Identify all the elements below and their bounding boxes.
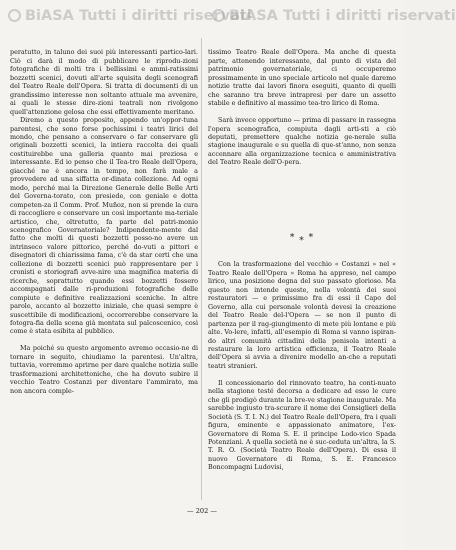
- page-number: — 202 —: [187, 507, 217, 515]
- right-column-bottom: [208, 252, 396, 480]
- watermark-right: [212, 4, 456, 28]
- paragraph: Sarà invece opportuno — prima di passare in rassegna l'opera scenografica, compiuta dagli arti-sti a ciò deputati, premettere qualche notizia ge-nerale sulla stagione inaugurale e su quella di que-st'anno, non senza accennare alla organizzazione tecnica e amministrativa del Teatro Reale dell'O-pera.: [208, 116, 396, 167]
- left-column: [10, 40, 198, 403]
- watermark-left-text: BiASA Tutti i diritti riservati: [25, 8, 252, 24]
- biasa-logo-icon: [8, 9, 21, 22]
- watermark-banner: [8, 4, 456, 28]
- paragraph: Il concessionario del rinnovato teatro, ha conti-nuato nella stagione testé decorsa a dedicare ad esso le cure che gli prodigò durante la bre-ve stagione inaugurale. Ma sarebbe ingiusto tra-scurare il nome dei Consiglieri della Società (S. T. I. N.) del Teatro Reale dell'Opera, fra i quali figura, eminente e appassionato animatore, l'ex-Governatore di Roma S. E. il principe Lodo-vico Spada Potenziani. A quella società ne è suc-ceduta un'altra, la S. T. R. O. (Società Teatro Reale dell'Opera). Di essa il nuovo Governatore di Roma, S. E. Francesco Boncompagni Ludovisi,: [208, 378, 396, 472]
- paragraph: peratutto, in taluno dei suoi più interessanti partico-lari. Ciò ci darà il modo di pubblicare le riprodu-zioni fotografiche di molti tra i bellissimi e ammi-ratissimi bozzetti scenici, dovuti all'arte squisita degli scenografi del Teatro Reale dell'Opera. Si tratta di documenti di un grandissimo interesse non soltanto attuale ma avvenire, ai quali le stesse dire-zioni teatrali non rivolgono quell'attenzione gelosa che essi effettivamente meritano.: [10, 48, 198, 116]
- section-asterism: * ⁎ *: [289, 233, 315, 243]
- watermark-right-text: BiASA Tutti i diritti riservati: [229, 8, 456, 24]
- biasa-logo-icon: [212, 9, 225, 22]
- paragraph: Con la trasformazione del vecchio « Costanzi » nel « Teatro Reale dell'Opera » Roma ha appreso, nel campo lirico, una posizione degna del suo passato glorioso. Ma questo non intende queste, nella volontà dei suoi restauratori — e primissimo fra di essi il Capo del Governo, alla cui personale volontà devesi la creazione del Teatro Reale del-l'Opera — se non il punto di partenza per il rag-giungimento di mete più lontane e più alte. Vo-lere, infatti, all'esempio di Roma si vanno ispiran-do altri comunità cittadini della penisola intenti a restaurare la loro artistica efficienza, il Teatro Reale dell'Opera si avvia a divenire modello an-che a reputati teatri stranieri.: [208, 260, 396, 370]
- column-divider: [201, 38, 202, 500]
- paragraph: Diremo a questo proposito, appendo un'oppor-tuna parentesi, che sono forse pochissimi i teatri lirici del mondo, che pensano a conservare o far conservare gli originali bozzetti scenici, la intiera raccolta dei quali costituirebbe una galleria quanto mai preziosa e interessante. Ed io penso che il Tea-tro Reale dell'Opera, giacché ne è ancora in tempo, non farà male a provvedere ad una siffatta or-dinata collezione. Ad ogni modo, perché mai la Direzione Generale delle Belle Arti del Governa-torato, con presiede, con geniale e dotta competen-za il Comm. Prof. Muñoz, non si prende la cura di raccogliere e conservare un così importante ma-teriale artistico, che, oltretutto, fa parte del patri-monio scenografico Governatoriale? Indipendente-mente dal fatto che molti di questi bozzetti posso-no avere un intrinseco valore pittorico, perché do-vuti a pittori e disegnatori di chiarissima fama, c'è da star certi che una collezione di bozzetti scenici può rappresentare per i cronisti e storiografi avve-nire una magnifica materia di ricerche, soprattutto quando essi bozzetti fossero accompagnati dalle ri-produzioni fotografiche delle compiute e definitive realizzazioni sceniche. In altre parole, accanto al bozzetto iniziale, che quasi sempre è suscettibile di modificazioni, occorrerebbe conservare la fotogra-fia della scena già montata sul palcoscenico, così come è stata esibita al pubblico.: [10, 116, 198, 336]
- right-column-top: [208, 40, 396, 175]
- paragraph: tissimo Teatro Reale dell'Opera. Ma anche di questa parte, attenendo interessante, dal punto di vista del patrimonio governatoriale, ci occuperemo prossimamente in uno speciale articolo nel quale daremo notizie tratte dai lavori finora eseguiti, quanto di quelli che saranno tra breve intrapresi per dare un assetto stabile e definitivo al massimo tea-tro lirico di Roma.: [208, 48, 396, 108]
- paragraph: Ma poiché su questo argomento avremo occasio-ne di tornare in seguito, chiudiamo la parentesi. Un'altra, tuttavia, vorremmo aprirne per dare qualche notizia sulle trasformazioni architettoniche, che ha dovuto subire il vecchio Teatro Costanzi per diventare l'ammirato, ma non ancora comple-: [10, 344, 198, 395]
